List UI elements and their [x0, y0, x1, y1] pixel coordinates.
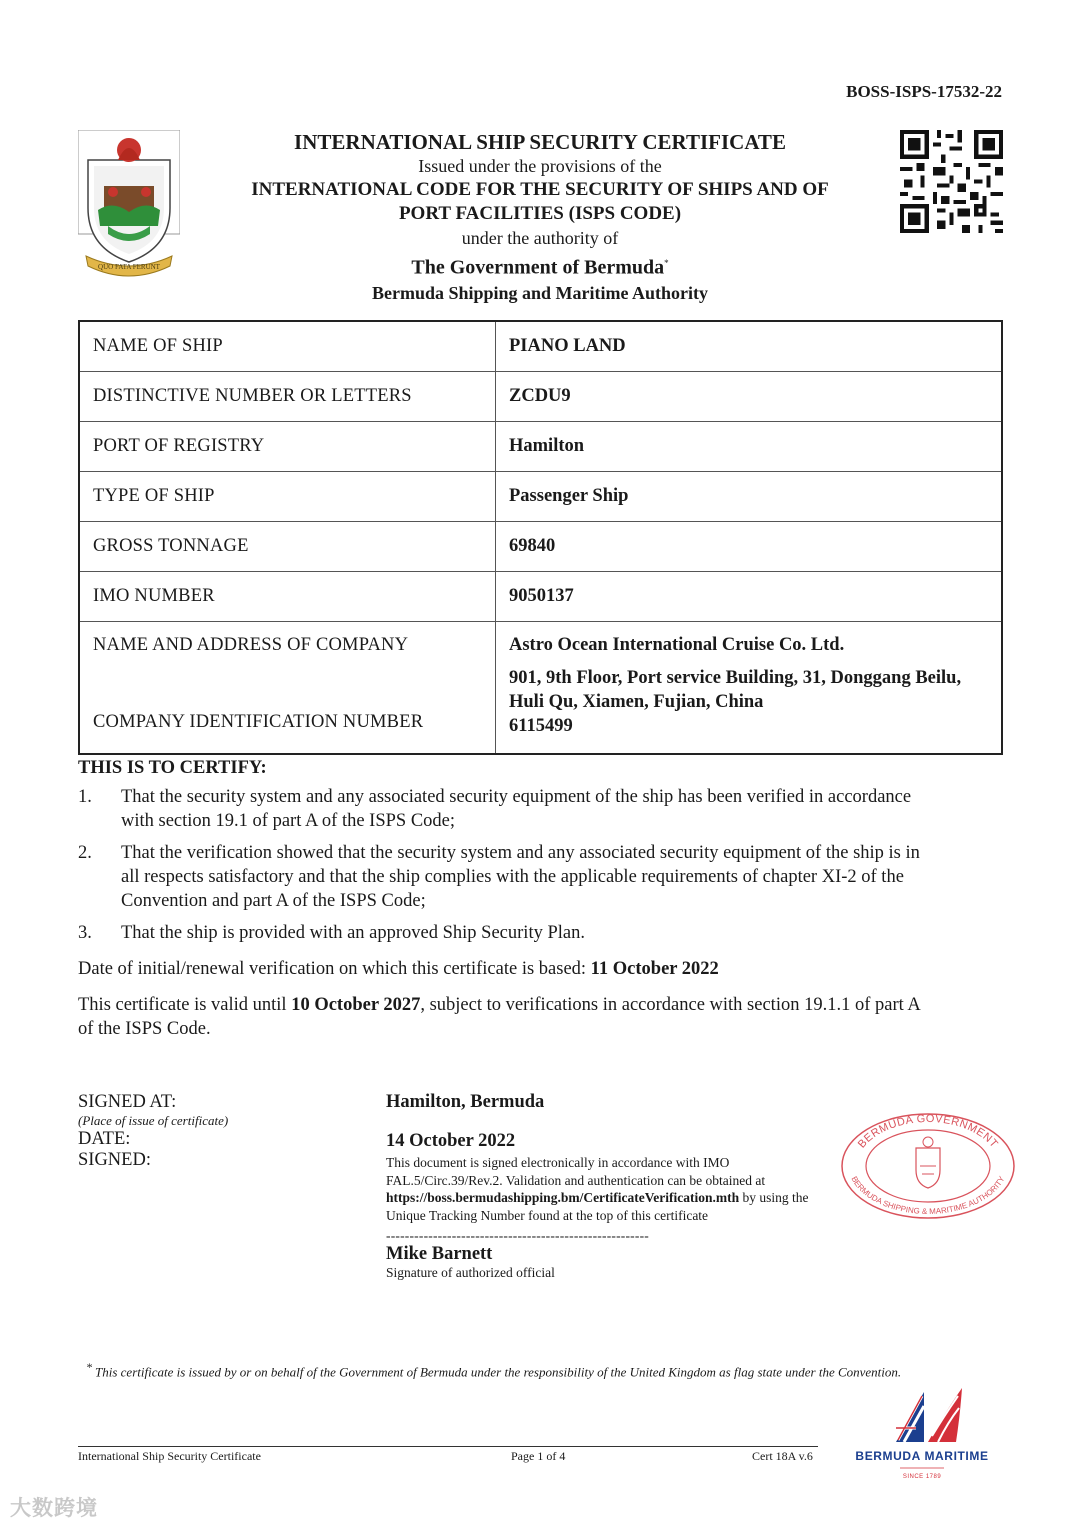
government-stamp-icon	[838, 1108, 1018, 1220]
footer-version: Cert 18A v.6	[752, 1449, 813, 1463]
verification-link[interactable]: https://boss.bermudashipping.bm/CertificateVerification.mth	[386, 1190, 740, 1205]
footnote: * This certificate is issued by or on behalf of the Government of Bermuda under the responsibility of the United Kingdom as flag state under the Convention.	[86, 1360, 902, 1380]
certificate-reference: BOSS-ISPS-17532-22	[846, 82, 1002, 101]
table-row	[79, 372, 1002, 422]
signature-values	[386, 1092, 846, 1281]
watermark: 大数跨境	[10, 1496, 98, 1520]
validity-text: This certificate is valid until 10 October 2027, subject to verifications in accordance with section 19.1.1 of part A of the ISPS Code.	[78, 995, 921, 1039]
call-sign-value: ZCDU9	[496, 372, 1003, 422]
valid-until-date: 10 October 2027	[291, 995, 421, 1015]
company-id: 6115499	[509, 716, 573, 736]
certificate-title: INTERNATIONAL SHIP SECURITY CERTIFICATE	[294, 130, 786, 154]
issued-under-text: Issued under the provisions of the	[418, 156, 662, 176]
qr-code-icon[interactable]	[900, 130, 1003, 233]
company-label: NAME AND ADDRESS OF COMPANY	[93, 635, 409, 655]
agency-name: Bermuda Shipping and Maritime Authority	[371, 282, 709, 303]
row-label: TYPE OF SHIP	[79, 472, 496, 522]
row-label: NAME OF SHIP	[79, 321, 496, 372]
signature-line: --------------------------------------------------------	[386, 1228, 649, 1243]
footer-page-number: Page 1 of 4	[511, 1449, 566, 1463]
company-name: Astro Ocean International Cruise Co. Ltd.	[509, 635, 845, 655]
verification-date: 11 October 2022	[590, 959, 719, 979]
row-label: PORT OF REGISTRY	[79, 422, 496, 472]
company-label-cell	[79, 622, 496, 755]
ship-name-value: PIANO LAND	[496, 321, 1003, 372]
svg-text:BERMUDA SHIPPING & MARITIME AU	[849, 1174, 1006, 1216]
place-note: (Place of issue of certificate)	[78, 1113, 229, 1128]
issue-date: 14 October 2022	[386, 1131, 516, 1151]
table-row	[79, 321, 1002, 372]
footer-divider	[78, 1446, 818, 1447]
government-name: The Government of Bermuda*	[411, 256, 669, 279]
row-label: IMO NUMBER	[79, 572, 496, 622]
ship-type-value: Passenger Ship	[496, 472, 1003, 522]
company-address-line2: Huli Qu, Xiamen, Fujian, China	[509, 692, 764, 712]
code-title-line2: PORT FACILITIES (ISPS CODE)	[398, 203, 682, 224]
logo-name: BERMUDA MARITIME	[855, 1449, 989, 1463]
signature-labels	[78, 1092, 228, 1171]
crest-motto: QUO FATA FERUNT	[98, 263, 160, 271]
e-signature-note: This document is signed electronically in accordance with IMO FAL.5/Circ.39/Rev.2. Validation and authentication can be obtained at https://boss.bermudashipping.bm/CertificateVerification.mth by using the Unique Tracking Number found at the top of this certificate	[386, 1155, 809, 1223]
logo-since: SINCE 1789	[902, 1474, 942, 1480]
bermuda-crest-icon	[78, 130, 180, 280]
table-row	[79, 622, 1002, 755]
official-name: Mike Barnett	[386, 1244, 493, 1264]
table-row	[79, 572, 1002, 622]
row-label: GROSS TONNAGE	[79, 522, 496, 572]
table-row	[79, 472, 1002, 522]
verification-date-text: Date of initial/renewal verification on which this certificate is based: 11 October 2022	[78, 959, 719, 979]
company-value-cell	[496, 622, 1003, 755]
company-address-line1: 901, 9th Floor, Port service Building, 31, Donggang Beilu,	[509, 668, 962, 688]
place-of-issue: Hamilton, Bermuda	[386, 1092, 545, 1112]
footer-document-name: International Ship Security Certificate	[78, 1449, 261, 1463]
date-label: DATE:	[78, 1129, 131, 1149]
ship-details-table	[78, 320, 1003, 755]
signed-label: SIGNED:	[78, 1150, 151, 1170]
bermuda-maritime-logo	[852, 1386, 992, 1486]
row-label: DISTINCTIVE NUMBER OR LETTERS	[79, 372, 496, 422]
port-value: Hamilton	[496, 422, 1003, 472]
tonnage-value: 69840	[496, 522, 1003, 572]
list-item: 1. That the security system and any associated security equipment of the ship has been verified in accordance with section 19.1 of part A of the ISPS Code;	[78, 787, 912, 831]
authority-text: under the authority of	[461, 228, 619, 248]
stamp-top-text: BERMUDA GOVERNMENT	[855, 1112, 1001, 1151]
table-row	[79, 522, 1002, 572]
stamp-bottom-text: BERMUDA SHIPPING & MARITIME AUTHORITY	[849, 1174, 1007, 1217]
signed-at-label: SIGNED AT:	[78, 1092, 177, 1112]
imo-value: 9050137	[496, 572, 1003, 622]
table-row	[79, 422, 1002, 472]
company-id-label: COMPANY IDENTIFICATION NUMBER	[93, 712, 424, 732]
list-item: 2. That the verification showed that the security system and any associated security equipment of the ship is in all respects satisfactory and that the ship complies with the applicable requirements of chapter XI-2 of the Convention and part A of the ISPS Code;	[78, 843, 920, 911]
certify-heading: THIS IS TO CERTIFY:	[78, 758, 267, 778]
official-role: Signature of authorized official	[386, 1265, 555, 1280]
government-footnote-mark: *	[664, 258, 669, 268]
code-title-line1: INTERNATIONAL CODE FOR THE SECURITY OF SHIPS AND OF	[251, 179, 829, 200]
certification-section	[78, 758, 1003, 1041]
certificate-header	[190, 130, 890, 305]
list-item: 3. That the ship is provided with an approved Ship Security Plan.	[78, 923, 585, 943]
